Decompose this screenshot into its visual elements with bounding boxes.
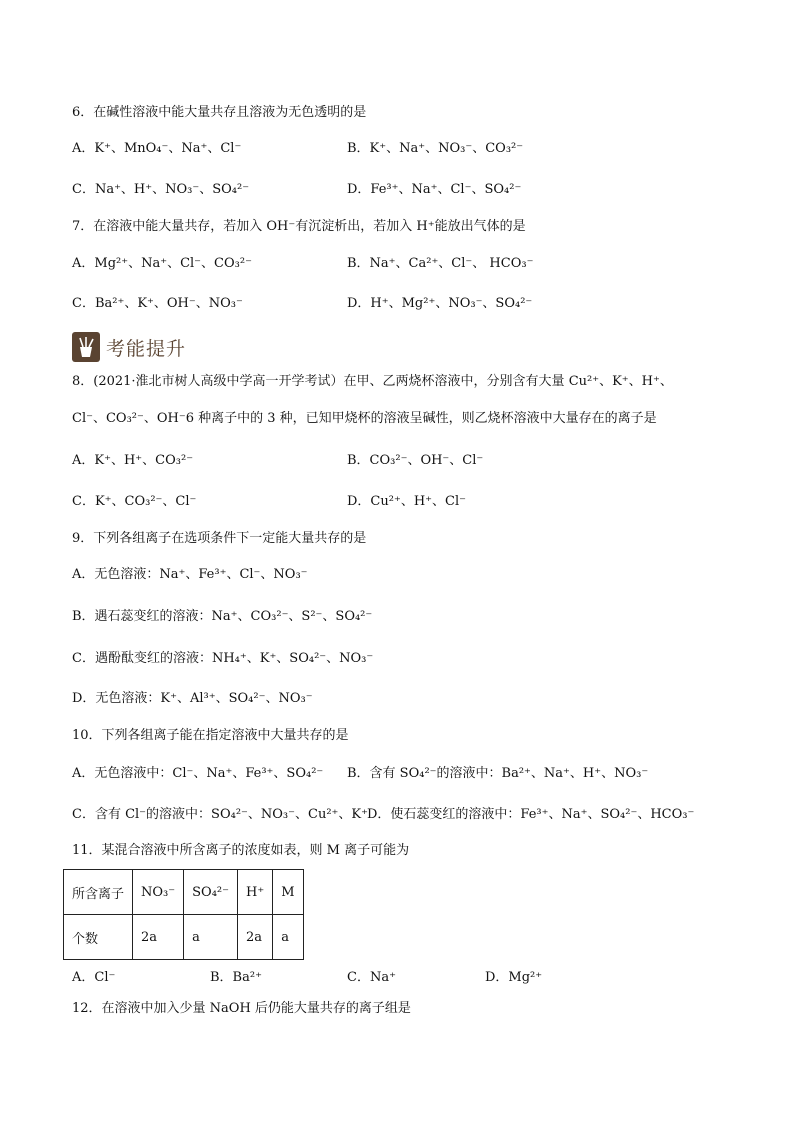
q7-option-b: B．Na⁺、Ca²⁺、Cl⁻、 HCO₃⁻ (347, 256, 534, 271)
table-cell: 个数 (64, 915, 133, 960)
q8-option-b: B．CO₃²⁻、OH⁻、Cl⁻ (347, 453, 484, 468)
q10-option-a: A．无色溶液中：Cl⁻、Na⁺、Fe³⁺、SO₄²⁻ (72, 766, 324, 781)
q8-option-a: A．K⁺、H⁺、CO₃²⁻ (72, 453, 194, 468)
q8-option-d: D．Cu²⁺、H⁺、Cl⁻ (347, 494, 466, 509)
table-cell: 2a (133, 915, 184, 960)
section-title: 考能提升 (106, 337, 187, 360)
q11-option-a: A．Cl⁻ (72, 970, 116, 985)
table-header-cell: M (273, 870, 303, 915)
q11-option-d: D．Mg²⁺ (485, 970, 543, 985)
q6-stem: 6．在碱性溶液中能大量共存且溶液为无色透明的是 (72, 105, 367, 120)
q9-option-a: A．无色溶液：Na⁺、Fe³⁺、Cl⁻、NO₃⁻ (72, 567, 308, 582)
table-header-cell: 所含离子 (64, 870, 133, 915)
q8-stem-line-1: 8．(2021·淮北市树人高级中学高一开学考试）在甲、乙两烧杯溶液中，分别含有大量 Cu²⁺、K⁺、H⁺、 (72, 374, 673, 389)
table-header-cell: SO₄²⁻ (184, 870, 238, 915)
q10-stem: 10．下列各组离子能在指定溶液中大量共存的是 (72, 728, 349, 743)
q7-stem: 7．在溶液中能大量共存，若加入 OH⁻有沉淀析出，若加入 H⁺能放出气体的是 (72, 219, 526, 234)
q6-option-a: A．K⁺、MnO₄⁻、Na⁺、Cl⁻ (72, 141, 242, 156)
q9-option-c: C．遇酚酞变红的溶液：NH₄⁺、K⁺、SO₄²⁻、NO₃⁻ (72, 651, 374, 666)
q11-option-c: C．Na⁺ (347, 970, 396, 985)
q7-option-a: A．Mg²⁺、Na⁺、Cl⁻、CO₃²⁻ (72, 256, 252, 271)
q6-option-b: B．K⁺、Na⁺、NO₃⁻、CO₃²⁻ (347, 141, 524, 156)
q9-option-d: D．无色溶液：K⁺、Al³⁺、SO₄²⁻、NO₃⁻ (72, 691, 313, 706)
q7-option-c: C．Ba²⁺、K⁺、OH⁻、NO₃⁻ (72, 296, 243, 311)
table-row (64, 870, 304, 915)
q9-option-b: B．遇石蕊变红的溶液：Na⁺、CO₃²⁻、S²⁻、SO₄²⁻ (72, 609, 373, 624)
pen-holder-icon (72, 332, 100, 362)
table-cell: 2a (237, 915, 272, 960)
q9-stem: 9．下列各组离子在选项条件下一定能大量共存的是 (72, 531, 367, 546)
table-header-cell: H⁺ (237, 870, 272, 915)
q12-stem: 12．在溶液中加入少量 NaOH 后仍能大量共存的离子组是 (72, 1001, 411, 1016)
q8-option-c: C．K⁺、CO₃²⁻、Cl⁻ (72, 494, 197, 509)
table-header-cell: NO₃⁻ (133, 870, 184, 915)
q10-option-b: B．含有 SO₄²⁻的溶液中：Ba²⁺、Na⁺、H⁺、NO₃⁻ (347, 766, 649, 781)
q11-stem: 11．某混合溶液中所含离子的浓度如表，则 M 离子可能为 (72, 843, 410, 858)
q7-option-d: D．H⁺、Mg²⁺、NO₃⁻、SO₄²⁻ (347, 296, 533, 311)
q6-option-c: C．Na⁺、H⁺、NO₃⁻、SO₄²⁻ (72, 182, 250, 197)
q11-option-b: B．Ba²⁺ (210, 970, 262, 985)
table-row (64, 915, 304, 960)
q6-option-d: D．Fe³⁺、Na⁺、Cl⁻、SO₄²⁻ (347, 182, 522, 197)
q10-option-d: D．使石蕊变红的溶液中：Fe³⁺、Na⁺、SO₄²⁻、HCO₃⁻ (367, 807, 695, 822)
table-cell: a (184, 915, 238, 960)
q8-stem-line-2: Cl⁻、CO₃²⁻、OH⁻6 种离子中的 3 种，已知甲烧杯的溶液呈碱性，则乙烧杯溶液中大量存在的离子是 (72, 411, 657, 426)
section-header (72, 330, 186, 364)
q10-option-c: C．含有 Cl⁻的溶液中：SO₄²⁻、NO₃⁻、Cu²⁺、K⁺ (72, 807, 368, 822)
ion-table (63, 869, 304, 960)
table-cell: a (273, 915, 303, 960)
